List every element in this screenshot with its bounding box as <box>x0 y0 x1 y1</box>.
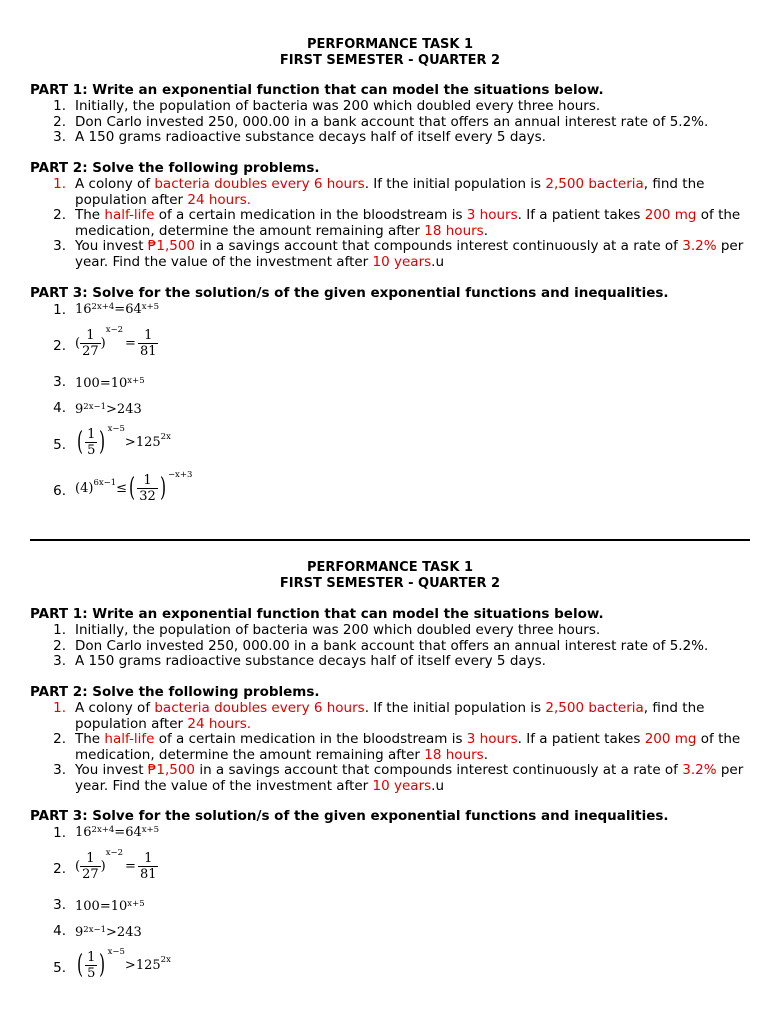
task-copy-1 <box>30 37 750 69</box>
header-subtitle: FIRST SEMESTER - QUARTER 2 <box>279 53 501 68</box>
part3-title: PART 3: Solve for the solution/s of the given exponential functions and inequalities. <box>30 285 669 301</box>
equation-4: 9 $^{2x-1}$ > 243 <box>75 924 142 940</box>
equation-4: 9 $^{2x-1}$ > 243 <box>75 401 142 417</box>
header-subtitle: FIRST SEMESTER - QUARTER 2 <box>279 576 501 591</box>
header-title: PERFORMANCE TASK 1 <box>306 37 474 52</box>
part2-title: PART 2: Solve the following problems. <box>30 160 320 176</box>
equation-1: 16 $^{2x+4}$ = 64 $^{x+5}$ <box>75 824 160 840</box>
equation-3: 100 = 10 $^{x+5}$ <box>75 898 145 914</box>
equation-6: ( 4 ) $^{6x-1}$ ≤ ( $\frac{1}{32}$ ) $^{-x+3}$ <box>75 469 193 504</box>
task-copy-2 <box>30 560 750 592</box>
equation-5: ( $\frac{1}{5}$ ) $^{x-5}$ > 125 $^{2x}$ <box>77 423 171 458</box>
part1-title: PART 1: Write an exponential function that can model the situations below. <box>30 606 604 622</box>
divider-line <box>30 539 750 541</box>
part3-section: PART 3: Solve for the solution/s of the given exponential functions and inequalities. 1. 16 $^{2x+4}$ = 64 $^{x+5}$ 2. ( $\frac{1}{27}$ ) $^{x-2}$ = $\frac{1}{81}$ 3. 100 = 10 $^{x+5}$ 4. 9 $^{2x-1}$ > 243 5. ( $\frac{1}{5}$ ) $^{x-5}$ > 125 $^{2x}$ <box>30 808 669 981</box>
part3-title: PART 3: Solve for the solution/s of the given exponential functions and inequalities. <box>30 808 669 824</box>
equation-2: ( $\frac{1}{27}$ ) $^{x-2}$ = $\frac{1}{81}$ <box>75 324 157 359</box>
header-title: PERFORMANCE TASK 1 <box>306 560 474 575</box>
equation-2: ( $\frac{1}{27}$ ) $^{x-2}$ = $\frac{1}{81}$ <box>75 847 157 882</box>
part2-title: PART 2: Solve the following problems. <box>30 684 320 700</box>
equation-5: ( $\frac{1}{5}$ ) $^{x-5}$ > 125 $^{2x}$ <box>77 946 171 981</box>
equation-1: 16 $^{2x+4}$ = 64 $^{x+5}$ <box>75 301 160 317</box>
equation-3: 100 = 10 $^{x+5}$ <box>75 375 145 391</box>
part3-section: PART 3: Solve for the solution/s of the given exponential functions and inequalities. 1. 16 $^{2x+4}$ = 64 $^{x+5}$ 2. ( $\frac{1}{27}$ ) $^{x-2}$ = $\frac{1}{81}$ 3. 100 = 10 $^{x+5}$ 4. 9 $^{2x-1}$ > 243 5. ( $\frac{1}{5}$ ) $^{x-5}$ > 125 $^{2x}$ 6. ( 4 ) $^{6x-1}$ ≤ ( $\frac{1}{32}$ ) $^{-x+3}$ <box>30 285 669 504</box>
part1-title: PART 1: Write an exponential function that can model the situations below. <box>30 82 604 98</box>
